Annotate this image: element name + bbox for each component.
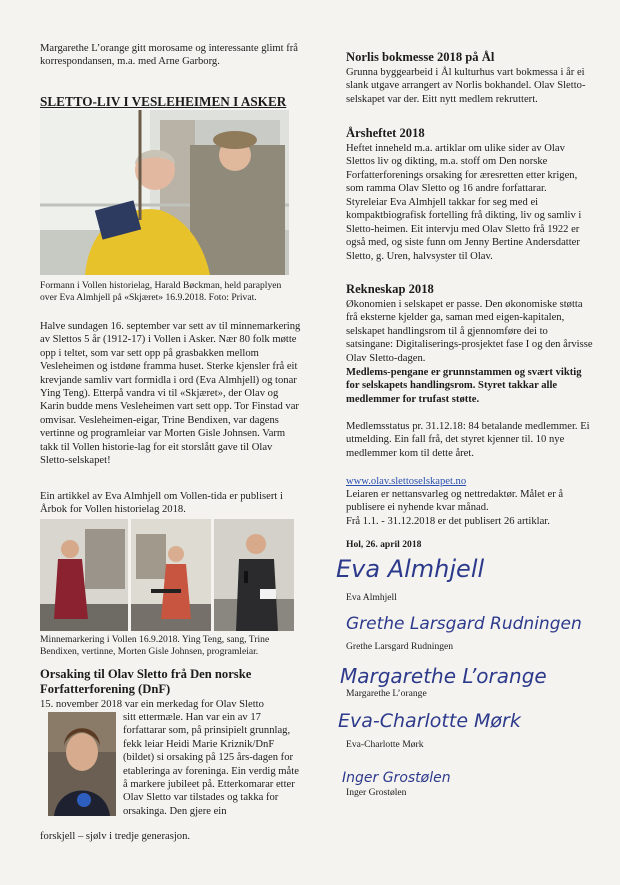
photo-singer [40, 519, 128, 631]
photo-umbrella [40, 110, 289, 275]
article1-title: SLETTO-LIV I VESLEHEIMEN I ASKER [40, 94, 287, 109]
arsheftet-title: Årsheftet 2018 [346, 126, 425, 140]
photo-hostess [131, 519, 211, 631]
signature-1: Eva Almhjell [336, 555, 485, 583]
article1-extra: Ein artikkel av Eva Almhjell om Vollen-tida er publisert i Årbok for Vollen historielag 2018. [40, 491, 283, 516]
photo2-caption: Minnemarkering i Vollen 16.9.2018. Ying Teng, sang, Trine Bendixen, vertinne, Morten Gisle Johnsen, programleiar. [40, 634, 270, 658]
photo1-caption: Formann i Vollen historielag, Harald Bøckman, held paraplyen over Eva Almhjell på «Skjæret» 16.9.2018. Foto: Privat. [40, 280, 282, 304]
medlemsstatus: Medlemsstatus pr. 31.12.18: 84 betalande medlemmer. Ei utmelding. Ein fall frå, det styret kjenner til. 10 nye medlemmer kom til dette året. [346, 421, 590, 459]
website-link[interactable]: www.olav.slettoselskapet.no [346, 476, 467, 487]
photo-umbrella-image [40, 110, 289, 275]
website-body2: Frå 1.1. - 31.12.2018 er det publisert 26 artiklar. [346, 516, 550, 527]
arsheftet-body1: Heftet inneheld m.a. artiklar om ulike sider av Olav Slettos liv og dikting, m.a. stoff om Den norske Forfatterforenings orsaking for æresretten etter krigen, som ramma Olav Sletto og 16 andre forfattarar. [346, 143, 578, 195]
signer-3-name: Margarethe L’orange [346, 688, 427, 699]
norlis-body: Grunna byggearbeid i Ål kulturhus vart bokmessa i år ei slank utgave arrangert av Norlis bokhandel. Olav Sletto-selskapet var der. Eitt nytt medlem rekruttert. [346, 67, 586, 105]
photo-host [214, 519, 294, 631]
article2-end: forskjell – sjølv i tredje generasjon. [40, 831, 191, 842]
signer-2-name: Grethe Larsgard Rudningen [346, 641, 454, 652]
rekneskap-body: Økonomien i selskapet er passe. Den økonomiske støtta frå eksterne kjelder ga, saman med eigen-kapitalen, selskapet handlingsrom til å gjennomføre dei to satsingane: Digitaliserings-prosjektet fase I og den årvisse Olav Sletto-dagen. [346, 299, 593, 364]
place-date: Hol, 26. april 2018 [346, 539, 422, 550]
signature-3: Margarethe L’orange [340, 664, 547, 688]
article1-body: Halve sundagen 16. september var sett av til minnemarkering av Slettos 5 år (1912-17) i Vollen i Asker. Nær 80 folk møtte opp i teltet, som var sett opp på grasbakken mellom Vesleheimen og istdøne framma huset. Sterke kjensler frå eit krevjande samliv vart formidla i ord (Eva Almhjell) og tonar Ying Teng). Etterpå vandra vi til «Skjæret», der Olav og Karin budde mens Vesleheimen vart sett opp. Tor Finstad var omvisar. Vesleheimen-eigar, Trine Bendixen, var dagens vertinne og programleiar var Morten Gisle Johnsen. Varm takk til Vollen historie-lag for eit storslått gave til Olav Sletto-selskapet! [40, 321, 301, 467]
signer-1-name: Eva Almhjell [346, 592, 397, 603]
norlis-title: Norlis bokmesse 2018 på Ål [346, 50, 495, 64]
signature-2: Grethe Larsgard Rudningen [346, 614, 582, 634]
article2-title: Orsaking til Olav Sletto frå Den norske Forfatterforening (DnF) [40, 667, 252, 696]
signature-5: Inger Grostølen [342, 770, 451, 786]
article2-lead: 15. november 2018 var ein merkedag for Olav Sletto [40, 699, 264, 710]
arsheftet-body2: Styreleiar Eva Almhjell takkar for seg med ei kompaktbiografisk fortelling frå dikting, liv og samliv i Sletto-heimen. Eit intervju med Olav Sletto frå 1922 er også med, og siste funn om Jenny Bertine Andersdatter Sletto, g. Uren, halvsyster til Olav. [346, 197, 582, 262]
signer-4-name: Eva-Charlotte Mørk [346, 739, 424, 750]
photo-heidi [48, 712, 116, 816]
article2-body: sitt ettermæle. Han var ein av 17 forfattarar som, på prinsipielt grunnlag, fekk leiar Heidi Marie Kriznik/DnF (bildet) si orsaking på 125 års-dagen for etableringa av foreninga. Ein verdig måte å markere jubileet på. Etterkomarar etter Olav Sletto var tilstades og takka for orsakinga. Den gjere ein [123, 712, 299, 817]
rekneskap-bold: Medlems-pengane er grunnstammen og svært viktig for selskapets handlingsrom. Styret takkar alle medlemmer for trufast støtte. [346, 367, 582, 405]
signer-5-name: Inger Grostølen [346, 787, 407, 798]
signature-4: Eva-Charlotte Mørk [338, 710, 521, 732]
rekneskap-title: Rekneskap 2018 [346, 282, 434, 296]
website-body1: Leiaren er nettansvarleg og nettredaktør. Målet er å publisere ei nyhende kvar månad. [346, 489, 564, 514]
intro-text: Margarethe L’orange gitt morosame og interessante glimt frå korrespondansen, m.a. med Arne Garborg. [40, 43, 298, 68]
